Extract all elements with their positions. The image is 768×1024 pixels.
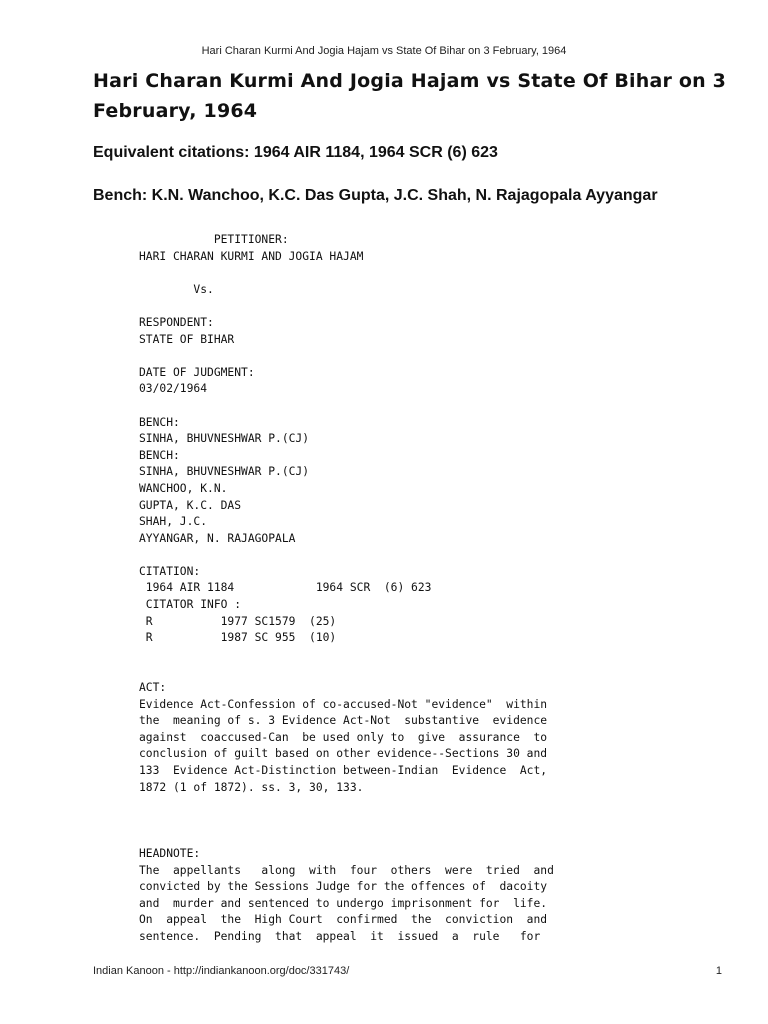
document-title: Hari Charan Kurmi And Jogia Hajam vs State Of Bihar on 3 February, 1964 [93, 70, 727, 122]
text-line: ACT: [139, 681, 167, 695]
text-line: HEADNOTE: [139, 846, 201, 860]
text-line: against coaccused-Can be used only to give assurance to [139, 730, 548, 744]
judgment-text [139, 232, 579, 946]
page-number: 1 [715, 965, 722, 977]
text-line: convicted by the Sessions Judge for the offences of dacoity [139, 880, 548, 894]
text-line: BENCH: [139, 415, 180, 429]
text-line: PETITIONER: [139, 233, 289, 246]
text-line: On appeal the High Court confirmed the conviction and [139, 913, 548, 927]
text-line: SINHA, BHUVNESHWAR P.(CJ) [139, 465, 310, 479]
text-line: sentence. Pending that appeal it issued a rule for [139, 929, 541, 943]
text-line: 133 Evidence Act-Distinction between-Indian Evidence Act, [139, 764, 548, 777]
text-line: and murder and sentenced to undergo imprisonment for life. [139, 896, 548, 910]
bench-heading: Bench: K.N. Wanchoo, K.C. Das Gupta, J.C. Shah, N. Rajagopala Ayyangar [93, 187, 658, 204]
text-line: R 1987 SC 955 (10) [139, 631, 337, 645]
text-line: R 1977 SC1579 (25) [139, 614, 337, 628]
text-line: HARI CHARAN KURMI AND JOGIA HAJAM [139, 249, 364, 263]
text-line: CITATION: [139, 564, 201, 578]
text-line: 1964 AIR 1184 1964 SCR (6) 623 [139, 581, 432, 595]
text-line: RESPONDENT: [139, 315, 214, 329]
text-line: Evidence Act-Confession of co-accused-Not "evidence" within [139, 697, 548, 711]
text-line: SHAH, J.C. [139, 515, 208, 529]
text-line: 1872 (1 of 1872). ss. 3, 30, 133. [139, 780, 364, 794]
text-line: The appellants along with four others were tried and [139, 863, 554, 877]
footer-source: Indian Kanoon - http://indiankanoon.org/doc/331743/ [93, 965, 350, 977]
text-line: DATE OF JUDGMENT: [139, 365, 255, 379]
equivalent-citations: Equivalent citations: 1964 AIR 1184, 1964 SCR (6) 623 [93, 144, 498, 161]
text-line: GUPTA, K.C. DAS [139, 498, 242, 512]
text-line: BENCH: [139, 448, 180, 462]
text-line: the meaning of s. 3 Evidence Act-Not substantive evidence [139, 714, 548, 728]
text-line: conclusion of guilt based on other evidence--Sections 30 and [139, 747, 548, 761]
running-header: Hari Charan Kurmi And Jogia Hajam vs State Of Bihar on 3 February, 1964 [201, 45, 567, 57]
text-line: STATE OF BIHAR [139, 332, 235, 346]
text-line: CITATOR INFO : [139, 598, 242, 612]
text-line: 03/02/1964 [139, 382, 208, 396]
text-line: WANCHOO, K.N. [139, 481, 228, 495]
text-line: AYYANGAR, N. RAJAGOPALA [139, 531, 296, 545]
text-line: Vs. [139, 282, 214, 296]
text-line: SINHA, BHUVNESHWAR P.(CJ) [139, 432, 310, 446]
